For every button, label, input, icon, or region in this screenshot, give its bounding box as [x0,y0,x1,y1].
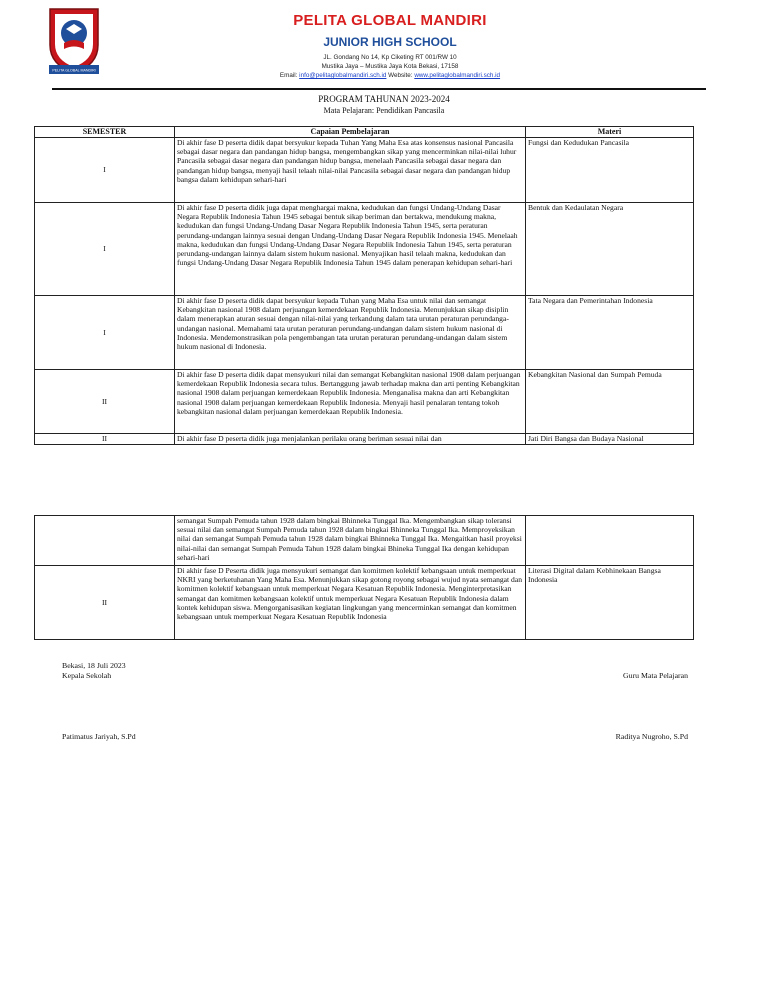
website-link[interactable]: www.pelitaglobalmandiri.sch.id [414,72,501,79]
website-label: Website: [388,72,413,79]
materi-cell [526,516,694,566]
semester-cell: I [35,138,175,203]
capaian-cell: Di akhir fase D peserta didik dapat bersyukur kepada Tuhan Yang Maha Esa atas konsensus nasional Pancasila sebagai dasar negara dan pandangan hidup bangsa, mengembangkan sikap yang mencerminkan nilai-nilai luhur Pancasila sebagai dasar negara dan pandangan hidup bangsa, menelaah Pancasila sebagai dasar negara dan pandangan hidup bangsa, menyaji hasil telaah nilai-nilai Pancasila sebagai dasar negara dan pandangan hidup bangsa dalam kehidupan sehari-hari [175,138,526,203]
table-row [35,296,694,370]
header-semester: SEMESTER [35,127,175,138]
materi-cell: Fungsi dan Kedudukan Pancasila [526,138,694,203]
table-row [35,370,694,434]
capaian-cell: Di akhir fase D peserta didik juga menjalankan perilaku orang beriman sesuai nilai dan [175,434,526,445]
materi-cell: Tata Negara dan Pemerintahan Indonesia [526,296,694,370]
teacher-name: Raditya Nugroho, S.Pd [615,732,688,741]
table-row [35,516,694,566]
semester-cell: II [35,434,175,445]
table-row [35,138,694,203]
capaian-cell: semangat Sumpah Pemuda tahun 1928 dalam bingkai Bhinneka Tunggal Ika. Mengembangkan sikap toleransi sesuai nilai dan semangat Sumpah Pemuda tahun 1928 dalam bingkai Bhinneka Tunggal Ika. Memproyeksikan nilai dan semangat Sumpah Pemuda tahun 1928 dalam bingkai Bhinneka Tunggal Ika. Mengaitkan hasil proyeksi nilai-nilai dan semangat Sumpah Pemuda Tahun 1928 dalam bingkai Bhineka Tunggal Ika dengan kehidupan sehari-hari [175,516,526,566]
principal-role: Kepala Sekolah [62,671,112,680]
document-title: PROGRAM TAHUNAN 2023-2024 [318,94,450,104]
table-header-row [35,127,694,138]
table-row [35,203,694,296]
header-divider [52,88,706,90]
teacher-role: Guru Mata Pelajaran [623,671,688,680]
semester-cell [35,516,175,566]
capaian-cell: Di akhir fase D Peserta didik juga mensyukuri semangat dan komitmen kolektif kebangsaan untuk memperkuat NKRI yang berketuhanan Yang Maha Esa. Menunjukkan sikap gotong royong sebagai wujud nyata semangat dan komitmen kolektif kebangsaan untuk memperkuat Negara Kesatuan Republik Indonesia. Menginterpretasikan semangat dan komitmen kebangsaan kolektif untuk memperkuat Negara Kesatuan Republik Indonesia dalam kontek kehidupan siswa. Mengorganisasikan kegiatan lingkungan yang mencerminkan semangat dan komitmen kebangsaan untuk memperkuat Negara Kesatuan Republik Indonesia [175,566,526,640]
materi-cell: Jati Diri Bangsa dan Budaya Nasional [526,434,694,445]
semester-cell: II [35,370,175,434]
document-subject: Mata Pelajaran: Pendidikan Pancasila [323,106,445,115]
materi-cell: Literasi Digital dalam Kebhinekaan Bangsa Indonesia [526,566,694,640]
table-row [35,434,694,445]
header-capaian: Capaian Pembelajaran [175,127,526,138]
materi-cell: Bentuk dan Kedaulatan Negara [526,203,694,296]
place-date: Bekasi, 18 Juli 2023 [62,661,126,670]
address-line-2: Mustika Jaya – Mustika Jaya Kota Bekasi, 17158 [321,63,459,70]
school-level: JUNIOR HIGH SCHOOL [323,35,457,49]
capaian-cell: Di akhir fase D peserta didik dapat bersyukur kepada Tuhan yang Maha Esa untuk nilai dan semangat Kebangkitan nasional 1908 dalam perjuangan kemerdekaan Republik Indonesia. Menunjukkan sikap disiplin dalam menerapkan aturan sesuai dengan nilai-nilai yang terkandung dalam tata urutan peraturan perundanga-undangan nasional. Memahami tata urutan peraturan perundang-undangan dalam sistem hukum nasional di Indonesia. Mendemonstrasikan pola pengembangan tata urutan peraturan perundang-undangan dalam sistem hukum nasional di Indonesia. [175,296,526,370]
email-label: Email: [279,72,298,79]
materi-cell: Kebangkitan Nasional dan Sumpah Pemuda [526,370,694,434]
capaian-cell: Di akhir fase D peserta didik dapat mensyukuri nilai dan semangat Kebangkitan nasional 1908 dalam perjuangan kemerdekaan Republik Indonesia secara tulus. Bertanggung jawab terhadap makna dan arti penting Kebangkitan nasional 1908 dalam perjuangan kemerdekaan Republik Indonesia. Menganalisa makna dan arti Kebangkitan nasional 1908 dalam perjuangan kemerdekaan Republik Indonesia. Menyaji hasil penalaran tentang tokoh kebangkitan nasional dalam perjuangan kemerdekaan Republik Indonesia. [175,370,526,434]
capaian-cell: Di akhir fase D peserta didik juga dapat menghargai makna, kedudukan dan fungsi Undang-Undang Dasar Negara Republik Indonesia Tahun 1945 sebagai bentuk sikap beriman dan bertakwa, mendukung makna, kedudukan dan fungsi Undang-Undang Dasar Negara Republik Indonesia Tahun 1945, serta peraturan perundang-undangan lainnya sesuai dengan Undang-Undang Dasar Negara Republik Indonesia 1945. Menelaah makna, kedudukan dan fungsi Undang-Undang Dasar Negara Republik Indonesia Tahun 1945, serta peraturan perundang-undangan lainnya dalam sistem hukum nasional. Menyajikan hasil telaah makna, kedudukan dan fungsi Undang-Undang Dasar Negara Republik Indonesia Tahun 1945 dalam penerapan kehidupan sehari-hari [175,203,526,296]
email-link[interactable]: info@pelitaglobalmandiri.sch.id [299,72,387,79]
school-name: PELITA GLOBAL MANDIRI [293,12,487,29]
school-logo [46,7,102,75]
program-table-continued [34,515,694,640]
table-row [35,566,694,640]
semester-cell: I [35,296,175,370]
semester-cell: II [35,566,175,640]
header-materi: Materi [526,127,694,138]
semester-cell: I [35,203,175,296]
program-table [34,126,694,445]
contact-line [200,72,580,79]
logo-text: PELITA GLOBAL MANDIRI [52,68,96,73]
address-line-1: JL. Gondang No 14, Kp Ciketing RT 001/RW 10 [323,54,457,61]
principal-name: Patimatus Jariyah, S.Pd [62,732,136,741]
